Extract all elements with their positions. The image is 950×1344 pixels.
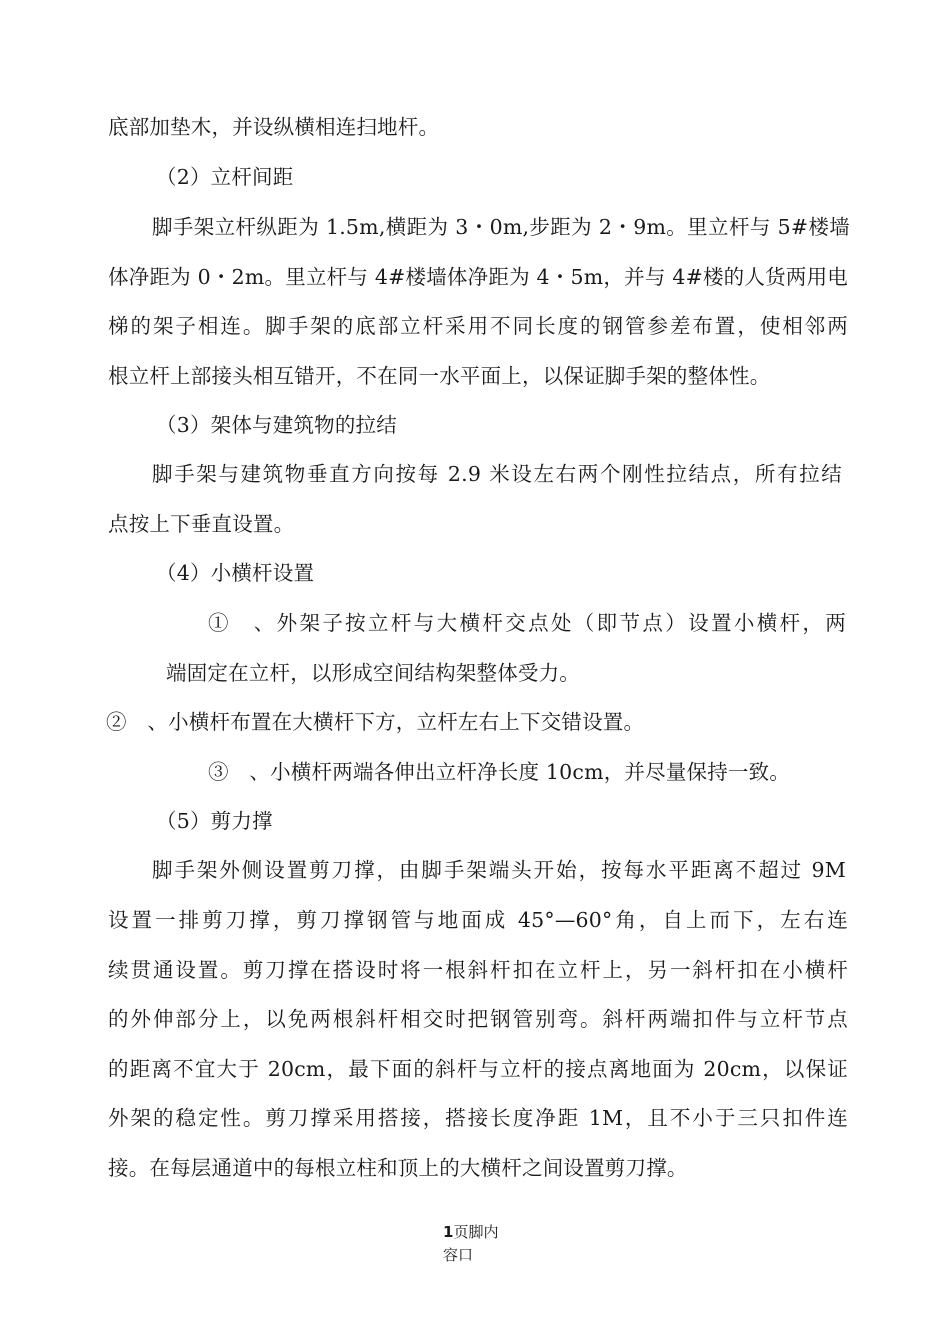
paragraph-line: 的外伸部分上，以免两根斜杆相交时把钢管别弯。斜杆两端扣件与立杆节点 — [108, 1007, 848, 1031]
paragraph-line: 设置一排剪刀撑，剪刀撑钢管与地面成 45°—60°角，自上而下，左右连 — [108, 908, 848, 932]
paragraph-line: 根立杆上部接头相互错开，不在同一水平面上，以保证脚手架的整体性。 — [108, 364, 771, 388]
section-heading: （3）架体与建筑物的拉结 — [156, 413, 397, 437]
section-heading: （4）小横杆设置 — [156, 561, 315, 585]
paragraph-line: 外架的稳定性。剪刀撑采用搭接，搭接长度净距 1M，且不小于三只扣件连 — [108, 1106, 848, 1130]
section-heading: （2）立杆间距 — [156, 165, 294, 189]
paragraph-line: 脚手架与建筑物垂直方向按每 2.9 米设左右两个刚性拉结点，所有拉结 — [152, 462, 842, 486]
list-item: ③ 、小横杆两端各伸出立杆净长度 10cm，并尽量保持一致。 — [208, 760, 791, 784]
paragraph-line: 梯的架子相连。脚手架的底部立杆采用不同长度的钢管参差布置，使相邻两 — [108, 314, 848, 338]
paragraph-line: 接。在每层通道中的每根立柱和顶上的大横杆之间设置剪刀撑。 — [108, 1156, 688, 1180]
paragraph-line: 点按上下垂直设置。 — [108, 512, 295, 536]
paragraph-line: 体净距为 0・2m。里立杆与 4#楼墙体净距为 4・5m，并与 4#楼的人货两用电 — [108, 265, 848, 289]
page-number: 1 — [443, 1223, 454, 1241]
page-footer — [443, 1221, 498, 1267]
list-item-continuation: 端固定在立杆，以形成空间结构架整体受力。 — [166, 661, 580, 685]
list-item: ② 、小横杆布置在大横杆下方，立杆左右上下交错设置。 — [106, 710, 645, 734]
paragraph-line: 续贯通设置。剪刀撑在搭设时将一根斜杆扣在立杆上，另一斜杆扣在小横杆 — [108, 958, 848, 982]
paragraph-line: 脚手架外侧设置剪刀撑，由脚手架端头开始，按每水平距离不超过 9M — [152, 858, 846, 882]
footer-line: 容口 — [443, 1246, 474, 1264]
footer-line — [443, 1221, 498, 1244]
paragraph-line: 底部加垫木，并设纵横相连扫地杆。 — [108, 115, 440, 139]
section-heading: （5）剪力撑 — [156, 809, 273, 833]
footer-text: 页脚内 — [453, 1223, 499, 1241]
paragraph-line: 脚手架立杆纵距为 1.5m,横距为 3・0m,步距为 2・9m。里立杆与 5#楼墙 — [152, 215, 850, 239]
list-item: ① 、外架子按立杆与大横杆交点处（即节点）设置小横杆，两 — [208, 611, 846, 635]
paragraph-line: 的距离不宜大于 20cm，最下面的斜杆与立杆的接点离地面为 20cm，以保证 — [108, 1057, 848, 1081]
